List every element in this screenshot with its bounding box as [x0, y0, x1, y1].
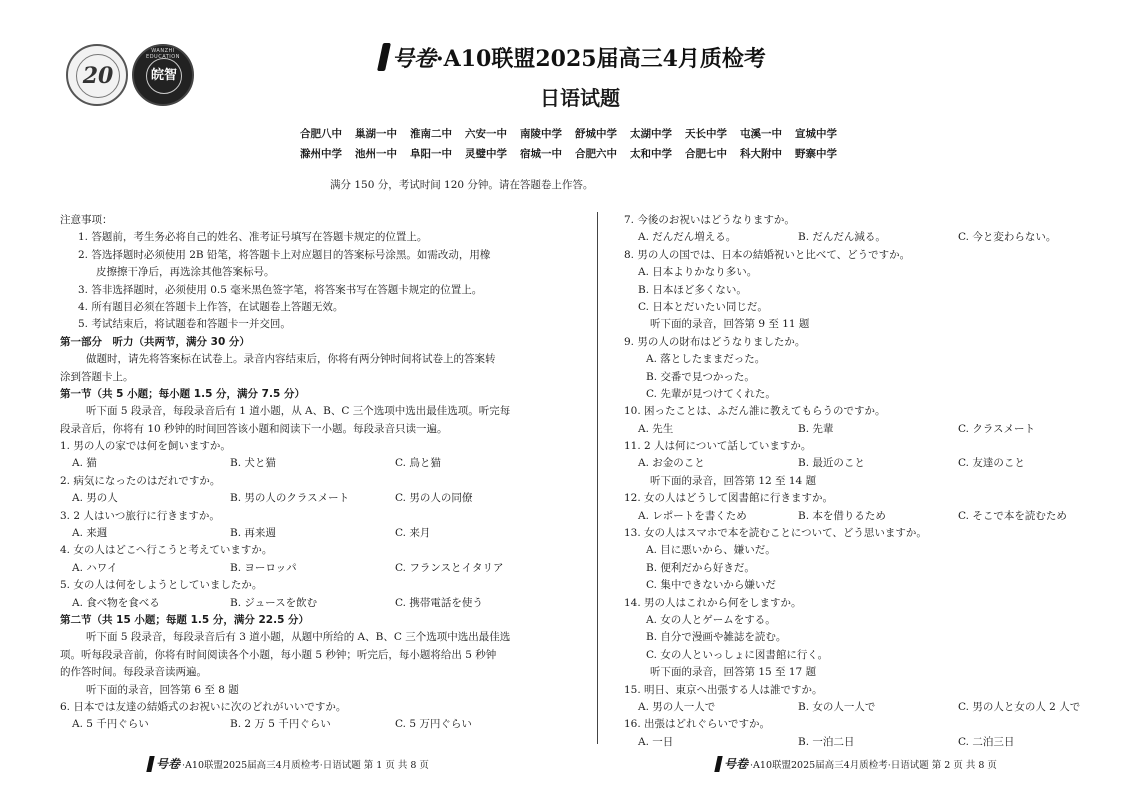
option-c: C. 携帯電話を使う: [395, 596, 483, 609]
school-name: 南陵中学: [520, 128, 562, 140]
option-b: B. 日本ほど多くない。: [638, 283, 747, 296]
option-b: B. 便利だから好きだ。: [646, 561, 755, 574]
question-14: 14. 男の人はこれから何をしますか。: [624, 596, 802, 609]
question-10: 10. 困ったことは、ふだん誰に教えてもらうのですか。: [624, 405, 886, 418]
school-name: 天长中学: [685, 128, 727, 140]
school-name: 六安一中: [465, 128, 507, 140]
option-b: B. 交番で見つかった。: [646, 370, 755, 383]
wanzhi-logo-ring-text: WANZHI EDUCATION: [146, 48, 180, 60]
page-footer-right: [716, 754, 1046, 774]
exam-title: [380, 42, 820, 76]
part1-desc: 做题时，请先将答案标在试卷上。录音内容结束后，你将有两分钟时间将试卷上的答案转: [86, 353, 496, 366]
section1-desc: 听下面 5 段录音，每段录音后有 1 道小题，从 A、B、C 三个选项中选出最佳选项。听完每: [86, 405, 511, 418]
option-c: C. 日本とだいたい同じだ。: [638, 300, 768, 313]
footer-brand: 号卷: [156, 757, 181, 771]
school-name: 宣城中学: [795, 128, 837, 140]
question-16: 16. 出張はどれぐらいですか。: [624, 718, 771, 731]
question-12: 12. 女の人はどうして図書館に行きますか。: [624, 492, 834, 505]
option-a: A. レポートを書くため: [638, 509, 747, 522]
page-footer-left: [148, 754, 478, 774]
school-name: 合肥七中: [685, 148, 727, 160]
notice-item: 3. 答非选择题时，必须使用 0.5 毫米黑色签字笔，将答案书写在答题卡规定的位置上。: [78, 283, 483, 296]
question-15-options: [624, 699, 1094, 716]
section2-intro: 听下面的录音，回答第 6 至 8 题: [86, 683, 239, 696]
school-row-2: [300, 144, 900, 164]
option-b: B. 犬と猫: [230, 457, 276, 470]
option-c: C. フランスとイタリア: [395, 561, 504, 574]
right-column: [624, 212, 1094, 751]
school-name: 科大附中: [740, 148, 782, 160]
question-7: 7. 今後のお祝いはどうなりますか。: [624, 214, 795, 226]
option-c: C. そこで本を読むため: [958, 509, 1067, 522]
school-name: 太湖中学: [630, 128, 672, 140]
school-name: 淮南二中: [410, 128, 452, 140]
footer-brand: 号卷: [724, 757, 749, 771]
exam-subject: 日语试题: [540, 86, 620, 110]
question-5: 5. 女の人は何をしようとしていましたか。: [60, 579, 263, 592]
option-a: A. 落としたままだった。: [646, 353, 766, 366]
option-b: B. 女の人一人で: [798, 700, 876, 713]
listening-intro: 听下面的录音，回答第 15 至 17 题: [650, 666, 817, 679]
option-a: A. 食べ物を食べる: [72, 596, 160, 609]
option-b: B. ジュースを飲む: [230, 596, 318, 609]
question-1-options: [60, 455, 588, 472]
option-a: A. 一日: [638, 735, 674, 748]
brush-stroke-icon: [146, 756, 154, 772]
question-6-options: [60, 716, 588, 733]
question-4-options: [60, 560, 588, 577]
question-8: 8. 男の人の国では、日本の結婚祝いと比べて、どうですか。: [624, 248, 911, 261]
option-c: C. 二泊三日: [958, 735, 1015, 748]
question-11: 11. 2 人は何について話していますか。: [624, 440, 812, 453]
part1-title: 第一部分 听力（共两节，满分 30 分）: [60, 335, 250, 348]
option-c: C. 集中できないから嫌いだ: [646, 579, 776, 592]
part1-desc: 涂到答题卡上。: [60, 370, 134, 383]
option-c: C. 来月: [395, 527, 431, 540]
option-c: C. クラスメート: [958, 422, 1036, 435]
option-b: B. 2 万 5 千円ぐらい: [230, 718, 331, 731]
option-b: B. 一泊二日: [798, 735, 855, 748]
question-5-options: [60, 595, 588, 612]
alliance-logo: [66, 44, 128, 106]
option-b: B. 最近のこと: [798, 457, 865, 470]
question-6: 6. 日本では友達の結婚式のお祝いに次のどれがいいですか。: [60, 700, 347, 713]
option-b: B. 本を借りるため: [798, 509, 886, 522]
school-list: [300, 124, 900, 164]
footer-text: ·A10联盟2025届高三4月质检考·日语试题 第 2 页 共 8 页: [750, 760, 997, 771]
notice-item-cont: 皮擦擦干净后，再选涂其他答案标号。: [96, 266, 275, 279]
question-3: 3. 2 人はいつ旅行に行きますか。: [60, 509, 220, 522]
option-b: B. 自分で漫画や雑誌を読む。: [646, 631, 787, 644]
footer-text: ·A10联盟2025届高三4月质检考·日语试题 第 1 页 共 8 页: [182, 760, 429, 771]
exam-info: 满分 150 分，考试时间 120 分钟。请在答题卷上作答。: [330, 179, 594, 191]
option-a: A. 5 千円ぐらい: [72, 718, 149, 731]
question-2: 2. 病気になったのはだれですか。: [60, 474, 221, 487]
question-2-options: [60, 490, 588, 507]
option-a: A. 来週: [72, 527, 108, 540]
brush-stroke-icon: [377, 43, 391, 71]
school-name: 阜阳一中: [410, 148, 452, 160]
option-a: A. 日本よりかなり多い。: [638, 266, 758, 279]
option-b: B. だんだん減る。: [798, 231, 886, 244]
option-a: A. ハワイ: [72, 561, 118, 574]
question-10-options: [624, 421, 1094, 438]
school-name: 巢湖一中: [355, 128, 397, 140]
question-12-options: [624, 508, 1094, 525]
school-name: 野寨中学: [795, 148, 837, 160]
question-4: 4. 女の人はどこへ行こうと考えていますか。: [60, 544, 273, 557]
wanzhi-logo: [132, 44, 194, 106]
option-b: B. 再来週: [230, 527, 276, 540]
question-13: 13. 女の人はスマホで本を読むことについて、どう思いますか。: [624, 527, 927, 540]
section2-desc: 项。听每段录音前，你将有时间阅读各个小题，每小题 5 秒钟；听完后，每小题将给出 5 秒钟: [60, 648, 497, 661]
question-1: 1. 男の人の家では何を飼いますか。: [60, 440, 231, 453]
school-name: 太和中学: [630, 148, 672, 160]
notice-item: 2. 答选择题时必须使用 2B 铅笔，将答题卡上对应题目的答案标号涂黑。如需改动，用橡: [78, 248, 491, 261]
school-name: 舒城中学: [575, 128, 617, 140]
listening-intro: 听下面的录音，回答第 12 至 14 题: [650, 474, 817, 487]
column-divider: [597, 212, 598, 744]
option-c: C. 男の人と女の人 2 人で: [958, 700, 1081, 713]
school-name: 池州一中: [355, 148, 397, 160]
school-name: 灵璧中学: [465, 148, 507, 160]
option-a: A. 目に悪いから、嫌いだ。: [646, 544, 776, 557]
option-a: A. 男の人一人で: [638, 700, 716, 713]
notice-item: 5. 考试结束后，将试题卷和答题卡一并交回。: [78, 318, 291, 331]
option-a: A. 猫: [72, 457, 97, 470]
school-name: 屯溪一中: [740, 128, 782, 140]
brand-mark: 号卷: [392, 46, 437, 72]
option-a: A. お金のこと: [638, 457, 705, 470]
question-3-options: [60, 525, 588, 542]
exam-title-text: ·A10联盟2025届高三4月质检考: [436, 46, 766, 72]
notice-title: 注意事项：: [60, 214, 113, 226]
option-a: A. 男の人: [72, 492, 118, 505]
question-15: 15. 明日、東京へ出張する人は誰ですか。: [624, 683, 823, 696]
question-16-options: [624, 734, 1094, 751]
option-c: C. 今と変わらない。: [958, 231, 1057, 244]
option-b: B. 男の人のクラスメート: [230, 492, 350, 505]
section2-title: 第二节（共 15 小题；每题 1.5 分，满分 22.5 分）: [60, 613, 310, 626]
section1-title: 第一节（共 5 小题；每小题 1.5 分，满分 7.5 分）: [60, 387, 305, 400]
option-a: A. 先生: [638, 422, 674, 435]
alliance-logo-mark: 20: [76, 54, 120, 98]
question-9: 9. 男の人の財布はどうなりましたか。: [624, 335, 806, 348]
option-c: C. 5 万円ぐらい: [395, 718, 472, 731]
school-name: 合肥六中: [575, 148, 617, 160]
section2-desc: 的作答时间。每段录音读两遍。: [60, 666, 207, 679]
option-a: A. 女の人とゲームをする。: [646, 613, 776, 626]
section2-desc: 听下面 5 段录音，每段录音后有 3 道小题，从题中所给的 A、B、C 三个选项中选出最佳选: [86, 631, 511, 644]
brush-stroke-icon: [714, 756, 722, 772]
option-c: C. 男の人の同僚: [395, 492, 473, 505]
notice-item: 1. 答题前，考生务必将自己的姓名、准考证号填写在答题卡规定的位置上。: [78, 231, 428, 244]
option-c: C. 先輩が見つけてくれた。: [646, 387, 776, 400]
option-c: C. 友達のこと: [958, 457, 1025, 470]
option-a: A. だんだん増える。: [638, 231, 737, 244]
school-name: 宿城一中: [520, 148, 562, 160]
option-b: B. ヨーロッパ: [230, 561, 297, 574]
option-c: C. 女の人といっしょに図書館に行く。: [646, 648, 829, 661]
wanzhi-logo-mark: 皖智: [146, 58, 182, 94]
school-row-1: [300, 124, 900, 144]
left-column: [60, 212, 588, 734]
school-name: 滁州中学: [300, 148, 342, 160]
option-b: B. 先輩: [798, 422, 834, 435]
question-11-options: [624, 455, 1094, 472]
school-name: 合肥八中: [300, 128, 342, 140]
listening-intro: 听下面的录音，回答第 9 至 11 题: [650, 318, 810, 331]
option-c: C. 鳥と猫: [395, 457, 441, 470]
notice-item: 4. 所有题目必须在答题卡上作答，在试题卷上答题无效。: [78, 300, 344, 313]
section1-desc: 段录音后，你将有 10 秒钟的时间回答该小题和阅读下一小题。每段录音只读一遍。: [60, 422, 448, 435]
question-7-options: [624, 229, 1094, 246]
